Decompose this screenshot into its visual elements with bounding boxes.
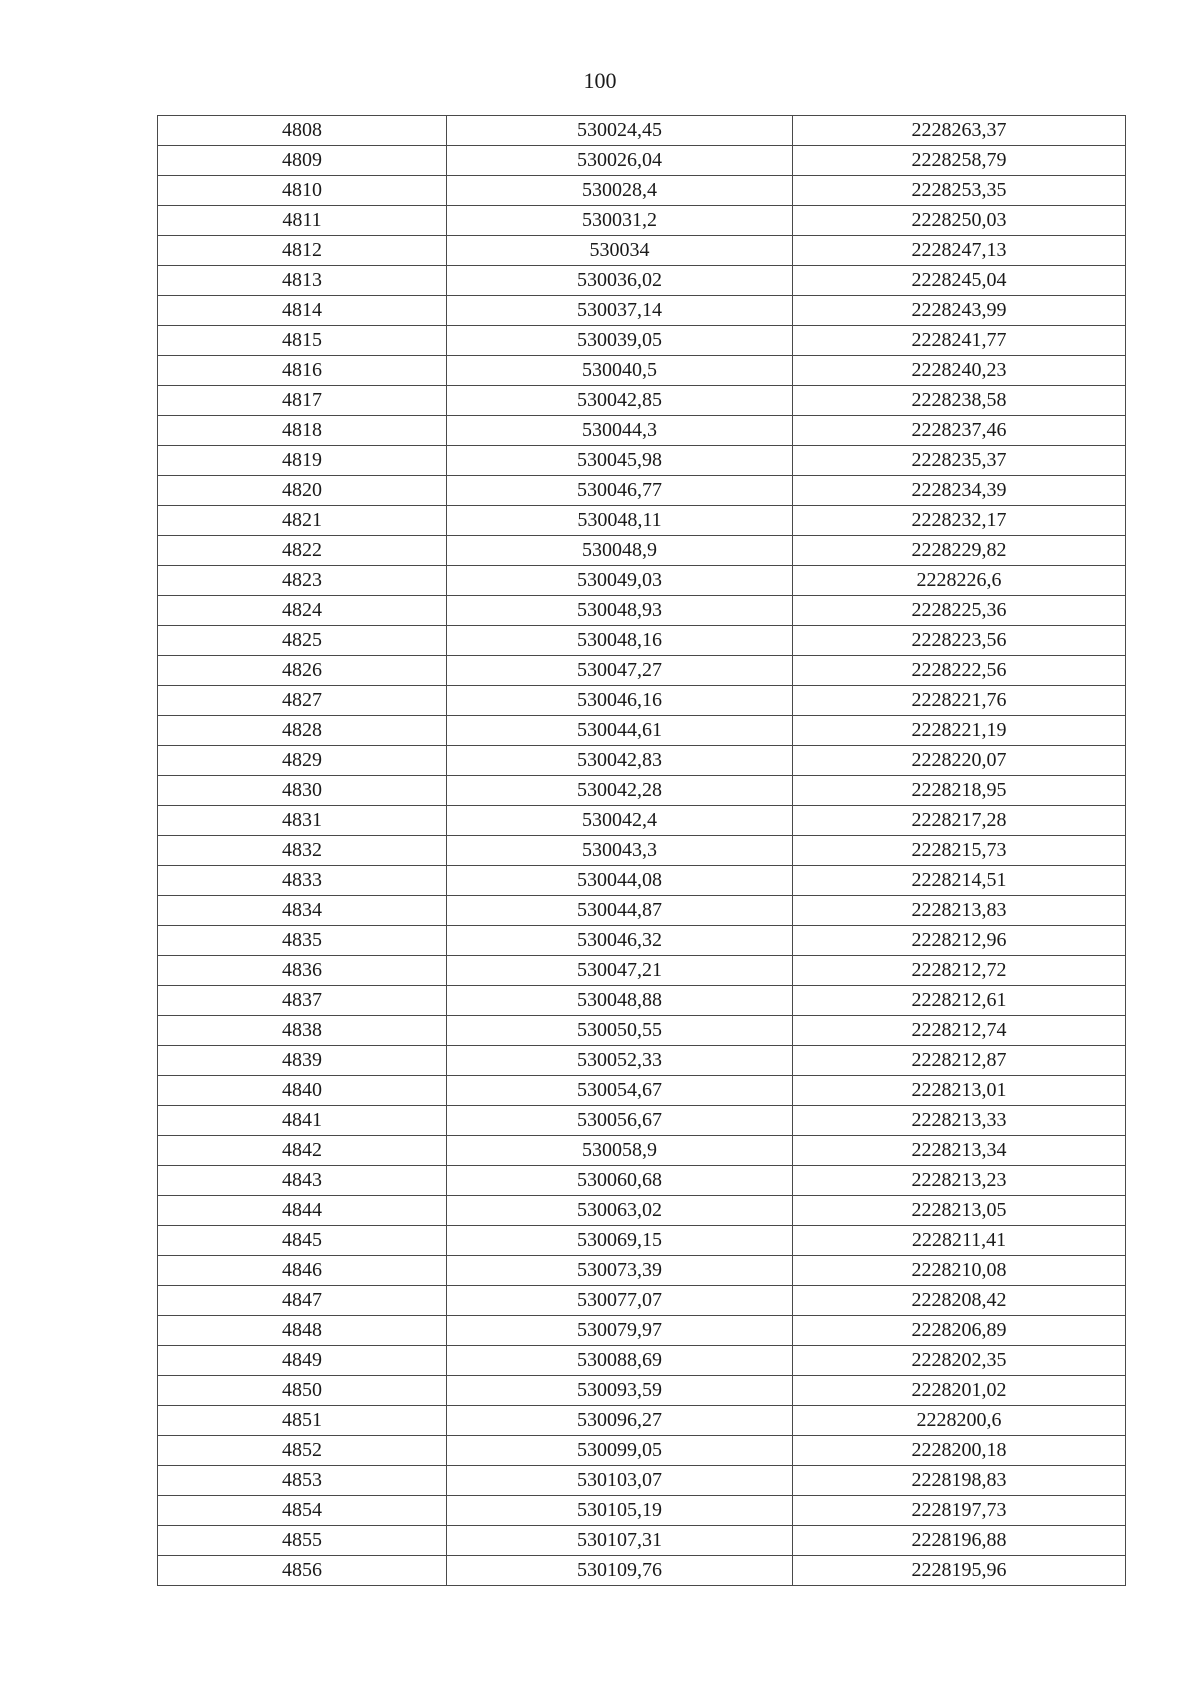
x-coordinate-cell: 530042,83	[447, 746, 793, 776]
table-row	[158, 386, 1126, 416]
x-coordinate-cell: 530046,16	[447, 686, 793, 716]
table-row	[158, 1256, 1126, 1286]
y-coordinate-cell: 2228211,41	[793, 1226, 1126, 1256]
point-number-cell: 4843	[158, 1166, 447, 1196]
point-number-cell: 4810	[158, 176, 447, 206]
y-coordinate-cell: 2228247,13	[793, 236, 1126, 266]
point-number-cell: 4813	[158, 266, 447, 296]
point-number-cell: 4824	[158, 596, 447, 626]
table-row	[158, 956, 1126, 986]
x-coordinate-cell: 530077,07	[447, 1286, 793, 1316]
point-number-cell: 4837	[158, 986, 447, 1016]
x-coordinate-cell: 530045,98	[447, 446, 793, 476]
y-coordinate-cell: 2228232,17	[793, 506, 1126, 536]
y-coordinate-cell: 2228218,95	[793, 776, 1126, 806]
x-coordinate-cell: 530050,55	[447, 1016, 793, 1046]
y-coordinate-cell: 2228197,73	[793, 1496, 1126, 1526]
table-row	[158, 1166, 1126, 1196]
point-number-cell: 4833	[158, 866, 447, 896]
y-coordinate-cell: 2228258,79	[793, 146, 1126, 176]
y-coordinate-cell: 2228263,37	[793, 116, 1126, 146]
point-number-cell: 4815	[158, 326, 447, 356]
point-number-cell: 4845	[158, 1226, 447, 1256]
table-row	[158, 176, 1126, 206]
table-row	[158, 896, 1126, 926]
point-number-cell: 4841	[158, 1106, 447, 1136]
table-row	[158, 596, 1126, 626]
x-coordinate-cell: 530093,59	[447, 1376, 793, 1406]
x-coordinate-cell: 530042,4	[447, 806, 793, 836]
x-coordinate-cell: 530044,87	[447, 896, 793, 926]
y-coordinate-cell: 2228229,82	[793, 536, 1126, 566]
x-coordinate-cell: 530105,19	[447, 1496, 793, 1526]
point-number-cell: 4846	[158, 1256, 447, 1286]
table-body	[158, 116, 1126, 1586]
table-row	[158, 476, 1126, 506]
table-row	[158, 1106, 1126, 1136]
y-coordinate-cell: 2228240,23	[793, 356, 1126, 386]
table-row	[158, 236, 1126, 266]
point-number-cell: 4818	[158, 416, 447, 446]
x-coordinate-cell: 530044,61	[447, 716, 793, 746]
table-row	[158, 1436, 1126, 1466]
point-number-cell: 4814	[158, 296, 447, 326]
point-number-cell: 4822	[158, 536, 447, 566]
table-row	[158, 416, 1126, 446]
point-number-cell: 4828	[158, 716, 447, 746]
point-number-cell: 4811	[158, 206, 447, 236]
point-number-cell: 4823	[158, 566, 447, 596]
y-coordinate-cell: 2228210,08	[793, 1256, 1126, 1286]
x-coordinate-cell: 530056,67	[447, 1106, 793, 1136]
y-coordinate-cell: 2228243,99	[793, 296, 1126, 326]
table-row	[158, 1556, 1126, 1586]
table-row	[158, 866, 1126, 896]
table-row	[158, 656, 1126, 686]
point-number-cell: 4851	[158, 1406, 447, 1436]
table-row	[158, 536, 1126, 566]
point-number-cell: 4853	[158, 1466, 447, 1496]
y-coordinate-cell: 2228238,58	[793, 386, 1126, 416]
table-row	[158, 1286, 1126, 1316]
point-number-cell: 4834	[158, 896, 447, 926]
point-number-cell: 4839	[158, 1046, 447, 1076]
table-row	[158, 1196, 1126, 1226]
x-coordinate-cell: 530042,85	[447, 386, 793, 416]
x-coordinate-cell: 530024,45	[447, 116, 793, 146]
point-number-cell: 4836	[158, 956, 447, 986]
x-coordinate-cell: 530096,27	[447, 1406, 793, 1436]
x-coordinate-cell: 530052,33	[447, 1046, 793, 1076]
y-coordinate-cell: 2228213,05	[793, 1196, 1126, 1226]
table-row	[158, 1406, 1126, 1436]
table-row	[158, 206, 1126, 236]
y-coordinate-cell: 2228212,87	[793, 1046, 1126, 1076]
y-coordinate-cell: 2228217,28	[793, 806, 1126, 836]
table-row	[158, 1346, 1126, 1376]
y-coordinate-cell: 2228200,6	[793, 1406, 1126, 1436]
table-row	[158, 806, 1126, 836]
point-number-cell: 4826	[158, 656, 447, 686]
point-number-cell: 4821	[158, 506, 447, 536]
y-coordinate-cell: 2228226,6	[793, 566, 1126, 596]
y-coordinate-cell: 2228213,23	[793, 1166, 1126, 1196]
table-row	[158, 626, 1126, 656]
y-coordinate-cell: 2228212,72	[793, 956, 1126, 986]
point-number-cell: 4855	[158, 1526, 447, 1556]
point-number-cell: 4856	[158, 1556, 447, 1586]
table-row	[158, 746, 1126, 776]
y-coordinate-cell: 2228202,35	[793, 1346, 1126, 1376]
y-coordinate-cell: 2228221,19	[793, 716, 1126, 746]
x-coordinate-cell: 530047,21	[447, 956, 793, 986]
x-coordinate-cell: 530046,32	[447, 926, 793, 956]
y-coordinate-cell: 2228195,96	[793, 1556, 1126, 1586]
point-number-cell: 4820	[158, 476, 447, 506]
point-number-cell: 4848	[158, 1316, 447, 1346]
x-coordinate-cell: 530031,2	[447, 206, 793, 236]
table-row	[158, 716, 1126, 746]
table-row	[158, 446, 1126, 476]
point-number-cell: 4819	[158, 446, 447, 476]
table-row	[158, 926, 1126, 956]
table-row	[158, 1376, 1126, 1406]
table-row	[158, 356, 1126, 386]
y-coordinate-cell: 2228212,61	[793, 986, 1126, 1016]
point-number-cell: 4844	[158, 1196, 447, 1226]
point-number-cell: 4831	[158, 806, 447, 836]
table-row	[158, 986, 1126, 1016]
point-number-cell: 4829	[158, 746, 447, 776]
y-coordinate-cell: 2228237,46	[793, 416, 1126, 446]
x-coordinate-cell: 530040,5	[447, 356, 793, 386]
point-number-cell: 4835	[158, 926, 447, 956]
y-coordinate-cell: 2228253,35	[793, 176, 1126, 206]
point-number-cell: 4817	[158, 386, 447, 416]
y-coordinate-cell: 2228201,02	[793, 1376, 1126, 1406]
table-row	[158, 1316, 1126, 1346]
y-coordinate-cell: 2228206,89	[793, 1316, 1126, 1346]
x-coordinate-cell: 530044,08	[447, 866, 793, 896]
y-coordinate-cell: 2228235,37	[793, 446, 1126, 476]
y-coordinate-cell: 2228222,56	[793, 656, 1126, 686]
x-coordinate-cell: 530044,3	[447, 416, 793, 446]
table-row	[158, 686, 1126, 716]
x-coordinate-cell: 530073,39	[447, 1256, 793, 1286]
y-coordinate-cell: 2228200,18	[793, 1436, 1126, 1466]
x-coordinate-cell: 530088,69	[447, 1346, 793, 1376]
x-coordinate-cell: 530048,16	[447, 626, 793, 656]
table-row	[158, 296, 1126, 326]
x-coordinate-cell: 530060,68	[447, 1166, 793, 1196]
point-number-cell: 4840	[158, 1076, 447, 1106]
y-coordinate-cell: 2228234,39	[793, 476, 1126, 506]
point-number-cell: 4847	[158, 1286, 447, 1316]
y-coordinate-cell: 2228215,73	[793, 836, 1126, 866]
x-coordinate-cell: 530026,04	[447, 146, 793, 176]
point-number-cell: 4827	[158, 686, 447, 716]
y-coordinate-cell: 2228220,07	[793, 746, 1126, 776]
point-number-cell: 4854	[158, 1496, 447, 1526]
x-coordinate-cell: 530103,07	[447, 1466, 793, 1496]
point-number-cell: 4830	[158, 776, 447, 806]
x-coordinate-cell: 530043,3	[447, 836, 793, 866]
x-coordinate-cell: 530063,02	[447, 1196, 793, 1226]
y-coordinate-cell: 2228221,76	[793, 686, 1126, 716]
y-coordinate-cell: 2228212,74	[793, 1016, 1126, 1046]
y-coordinate-cell: 2228213,83	[793, 896, 1126, 926]
y-coordinate-cell: 2228223,56	[793, 626, 1126, 656]
y-coordinate-cell: 2228213,33	[793, 1106, 1126, 1136]
x-coordinate-cell: 530046,77	[447, 476, 793, 506]
table-row	[158, 776, 1126, 806]
table-row	[158, 266, 1126, 296]
table-row	[158, 1076, 1126, 1106]
y-coordinate-cell: 2228198,83	[793, 1466, 1126, 1496]
x-coordinate-cell: 530069,15	[447, 1226, 793, 1256]
x-coordinate-cell: 530109,76	[447, 1556, 793, 1586]
coordinates-table	[157, 115, 1126, 1586]
x-coordinate-cell: 530037,14	[447, 296, 793, 326]
y-coordinate-cell: 2228196,88	[793, 1526, 1126, 1556]
x-coordinate-cell: 530048,88	[447, 986, 793, 1016]
y-coordinate-cell: 2228245,04	[793, 266, 1126, 296]
point-number-cell: 4842	[158, 1136, 447, 1166]
point-number-cell: 4812	[158, 236, 447, 266]
x-coordinate-cell: 530054,67	[447, 1076, 793, 1106]
y-coordinate-cell: 2228212,96	[793, 926, 1126, 956]
x-coordinate-cell: 530048,93	[447, 596, 793, 626]
x-coordinate-cell: 530048,11	[447, 506, 793, 536]
y-coordinate-cell: 2228213,01	[793, 1076, 1126, 1106]
table-row	[158, 506, 1126, 536]
x-coordinate-cell: 530036,02	[447, 266, 793, 296]
table-row	[158, 1526, 1126, 1556]
y-coordinate-cell: 2228250,03	[793, 206, 1126, 236]
x-coordinate-cell: 530099,05	[447, 1436, 793, 1466]
table-row	[158, 566, 1126, 596]
point-number-cell: 4809	[158, 146, 447, 176]
point-number-cell: 4825	[158, 626, 447, 656]
table-row	[158, 836, 1126, 866]
point-number-cell: 4816	[158, 356, 447, 386]
x-coordinate-cell: 530058,9	[447, 1136, 793, 1166]
table-row	[158, 1046, 1126, 1076]
table-row	[158, 116, 1126, 146]
x-coordinate-cell: 530048,9	[447, 536, 793, 566]
y-coordinate-cell: 2228214,51	[793, 866, 1126, 896]
table-row	[158, 1466, 1126, 1496]
y-coordinate-cell: 2228241,77	[793, 326, 1126, 356]
table-row	[158, 1226, 1126, 1256]
x-coordinate-cell: 530028,4	[447, 176, 793, 206]
y-coordinate-cell: 2228208,42	[793, 1286, 1126, 1316]
point-number-cell: 4808	[158, 116, 447, 146]
x-coordinate-cell: 530049,03	[447, 566, 793, 596]
y-coordinate-cell: 2228213,34	[793, 1136, 1126, 1166]
x-coordinate-cell: 530079,97	[447, 1316, 793, 1346]
point-number-cell: 4832	[158, 836, 447, 866]
point-number-cell: 4850	[158, 1376, 447, 1406]
y-coordinate-cell: 2228225,36	[793, 596, 1126, 626]
x-coordinate-cell: 530034	[447, 236, 793, 266]
point-number-cell: 4852	[158, 1436, 447, 1466]
x-coordinate-cell: 530047,27	[447, 656, 793, 686]
x-coordinate-cell: 530039,05	[447, 326, 793, 356]
table-row	[158, 1496, 1126, 1526]
table-row	[158, 1136, 1126, 1166]
x-coordinate-cell: 530042,28	[447, 776, 793, 806]
page-number: 100	[583, 68, 617, 93]
table-row	[158, 326, 1126, 356]
table-row	[158, 146, 1126, 176]
point-number-cell: 4849	[158, 1346, 447, 1376]
point-number-cell: 4838	[158, 1016, 447, 1046]
table-row	[158, 1016, 1126, 1046]
x-coordinate-cell: 530107,31	[447, 1526, 793, 1556]
